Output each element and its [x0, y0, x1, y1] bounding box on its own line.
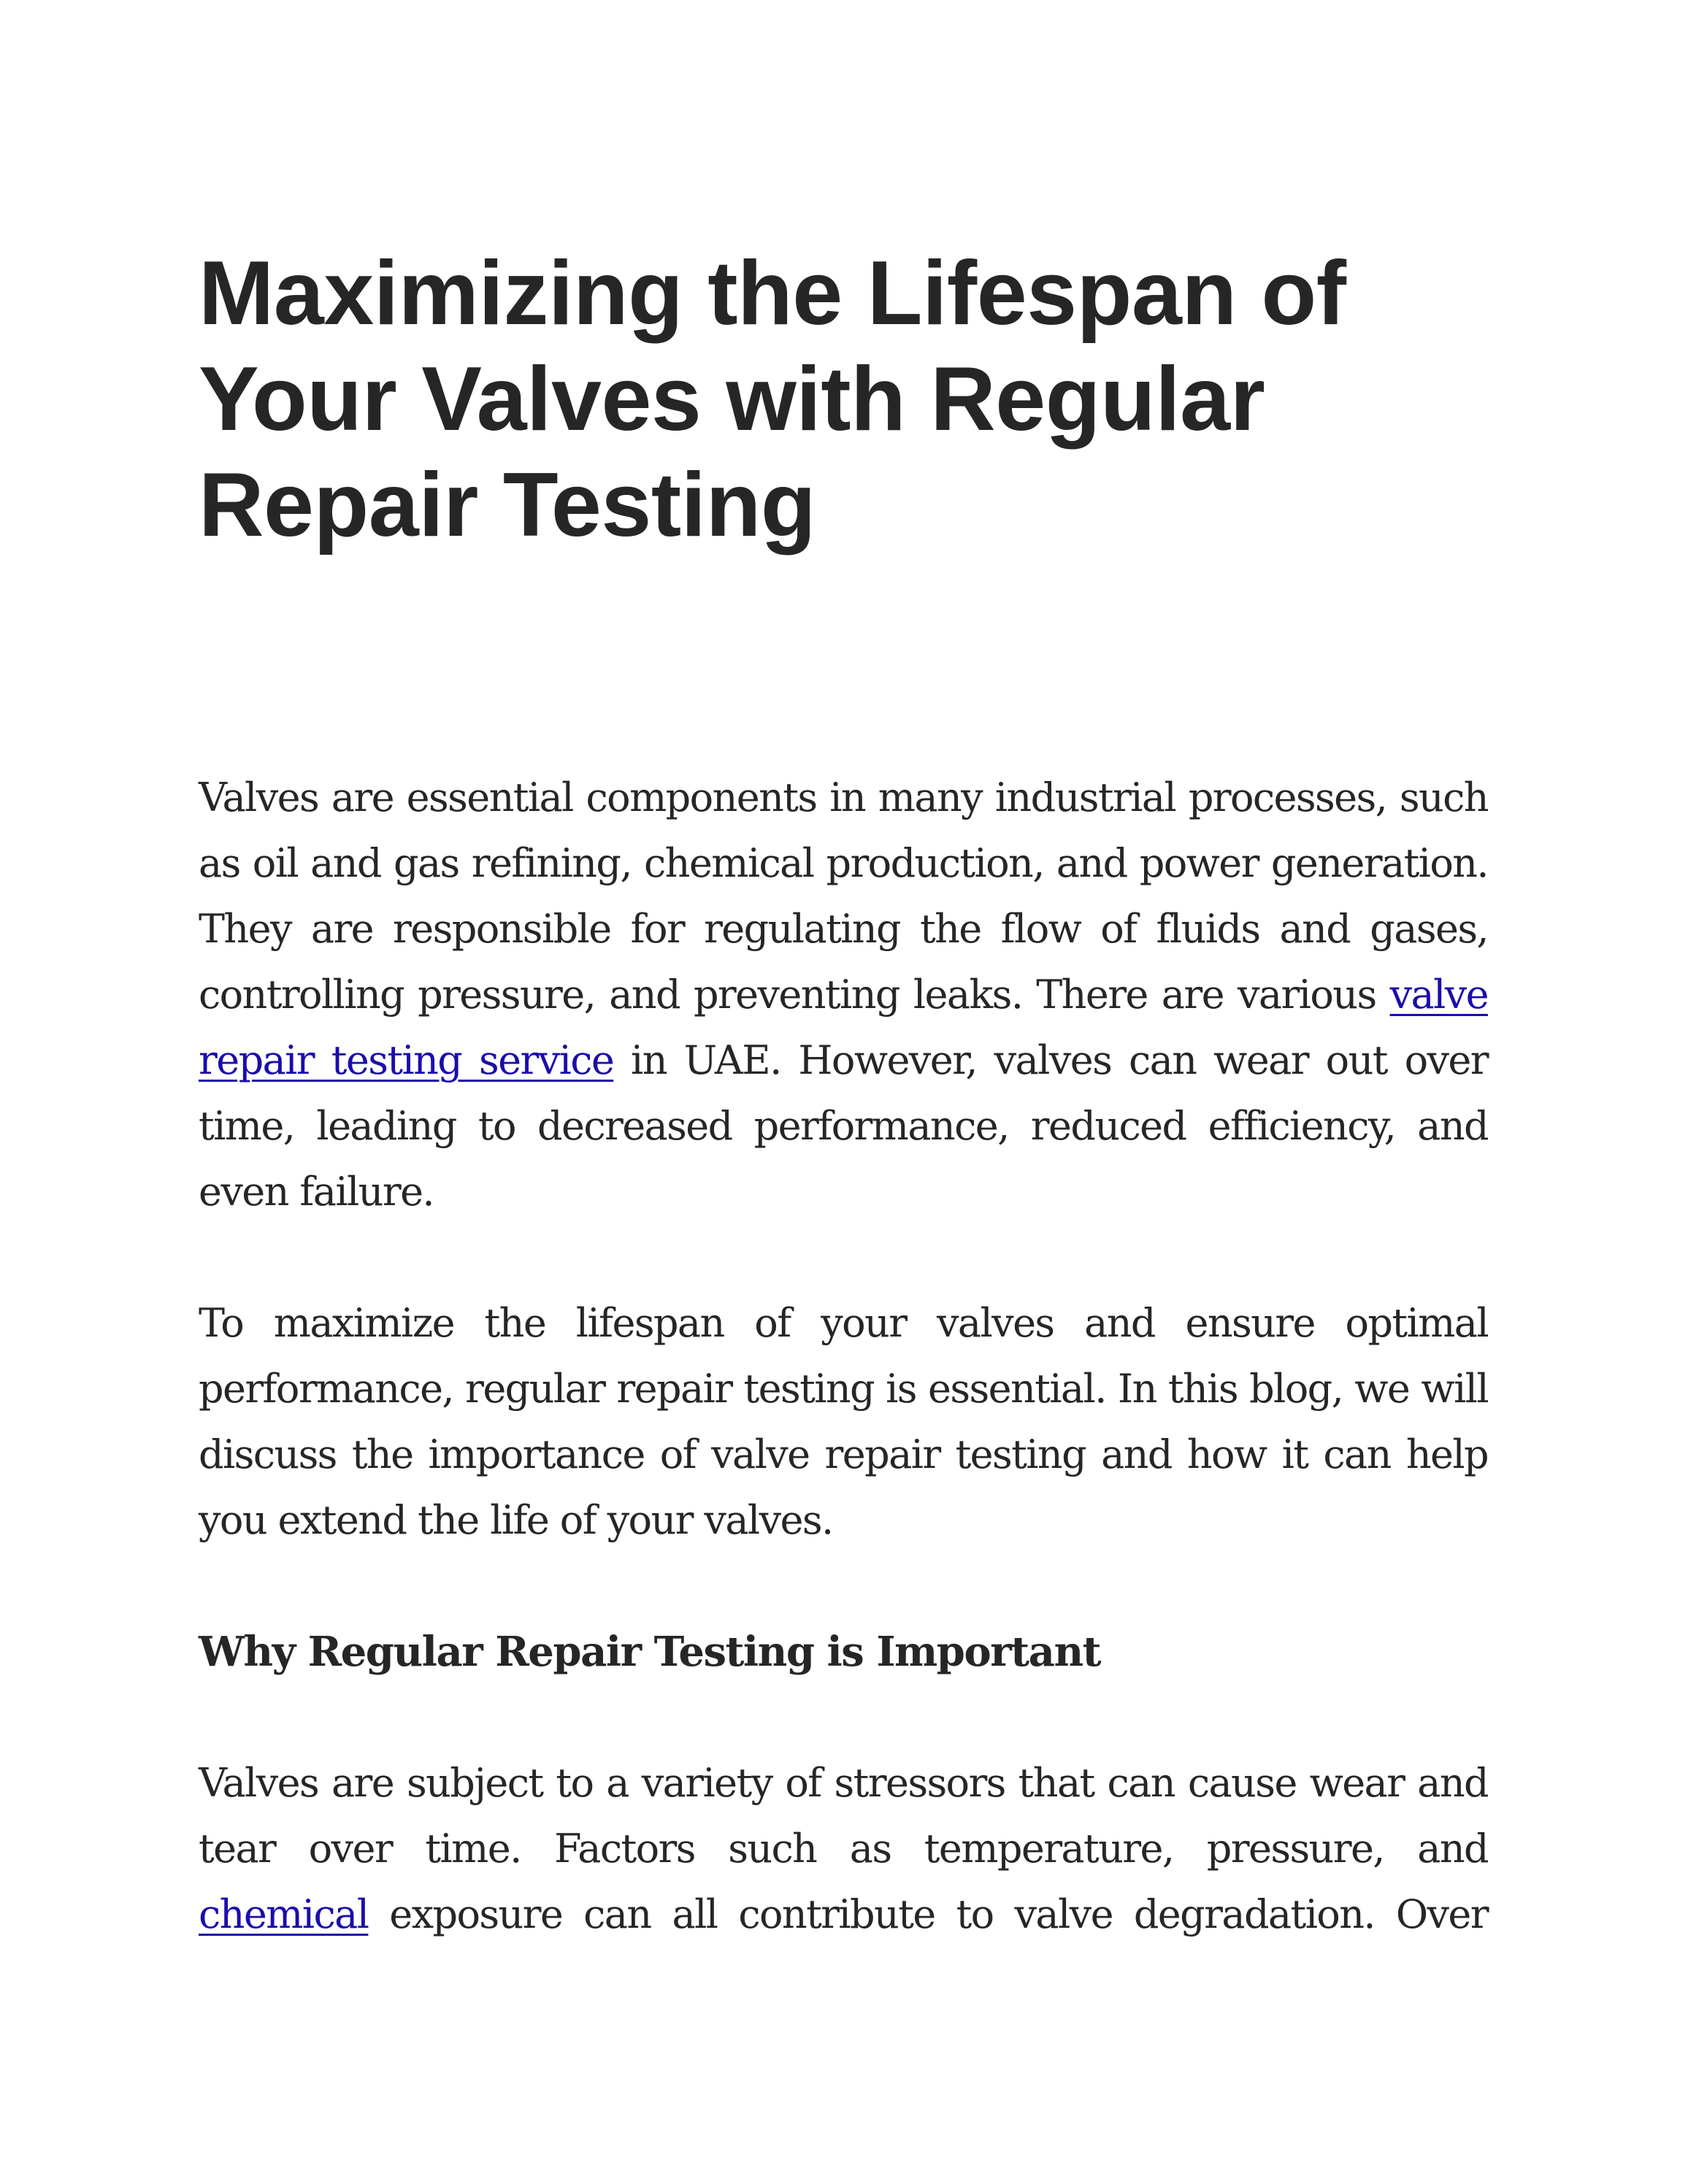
intro-text-before-link: Valves are essential components in many industrial processes, such as oil and gas refining, chemical production, and power generation. They are responsible for regulating the flow of fluids and gases, controlling pressure, and preventing leaks. There are various [199, 774, 1488, 1018]
intro-paragraph [199, 765, 1488, 1225]
stressors-paragraph [199, 1750, 1488, 1947]
title-line-1: Maximizing the Lifespan of [199, 243, 1346, 344]
valve-repair-testing-service-link[interactable]: valve repair testing service [199, 972, 1488, 1083]
article-content [199, 241, 1488, 1947]
stressors-text-before-link: Valves are subject to a variety of stressors that can cause wear and tear over time. Factors such as temperature, pressure, and [199, 1760, 1488, 1872]
article-title [199, 241, 1488, 558]
title-line-2: Your Valves with Regular [199, 349, 1265, 450]
title-line-3: Repair Testing [199, 455, 816, 555]
intro-text-after-link: in UAE. However, valves can wear out over time, leading to decreased performance, reduced efficiency, and even failure. [199, 1037, 1488, 1215]
purpose-paragraph: To maximize the lifespan of your valves and ensure optimal performance, regular repair testing is essential. In this blog, we will discuss the importance of valve repair testing and how it can help you extend the life of your valves. [199, 1300, 1488, 1543]
chemical-link[interactable]: chemical [199, 1891, 369, 1937]
section-heading: Why Regular Repair Testing is Important [199, 1628, 1101, 1676]
stressors-text-after-link: exposure can all contribute to valve degradation. Over [368, 1891, 1488, 1937]
